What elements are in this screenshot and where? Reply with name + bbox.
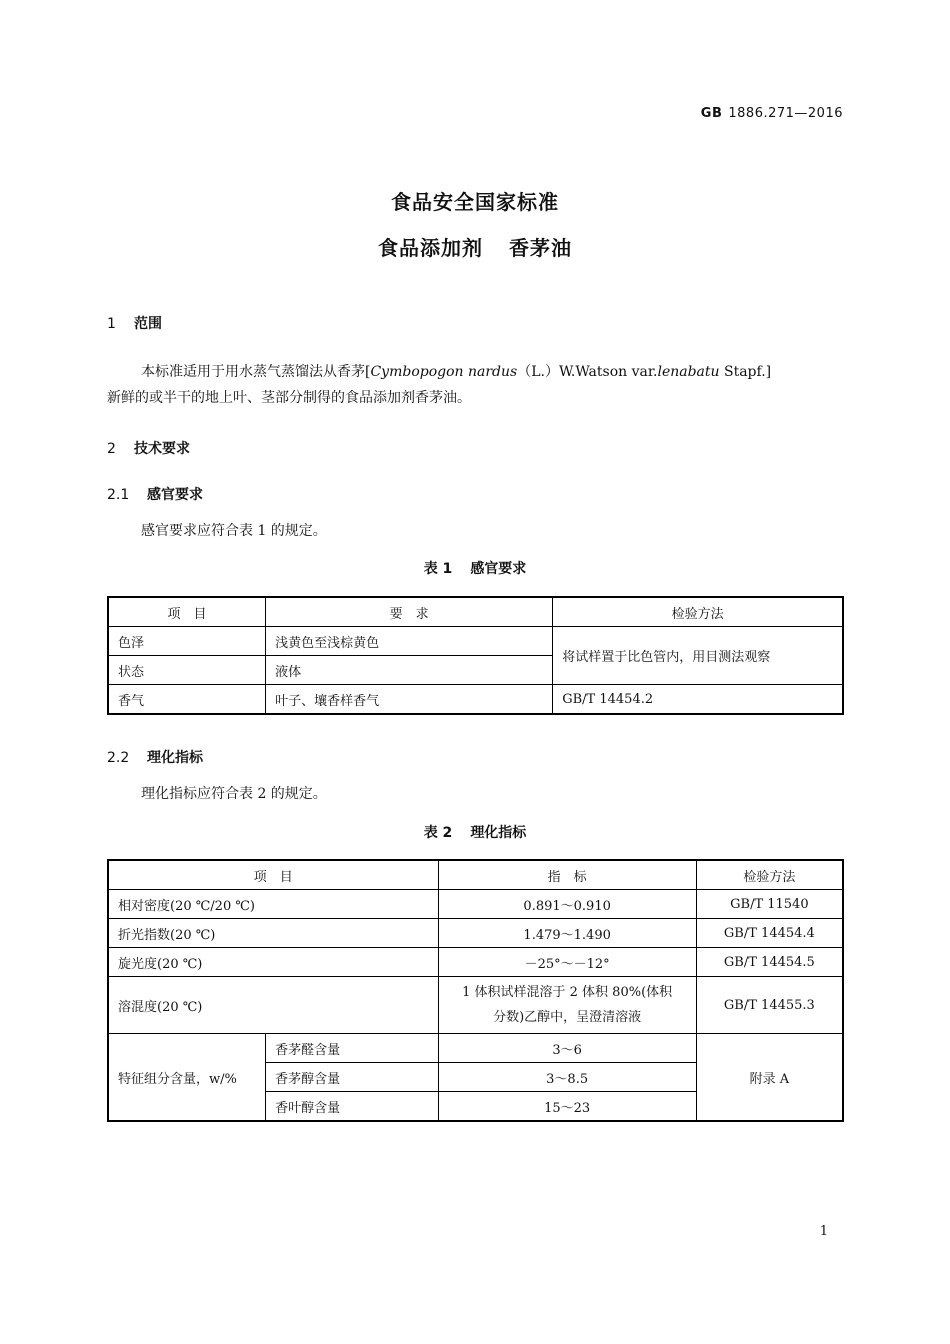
table-cell: GB/T 14455.3 xyxy=(696,977,843,1034)
table-cell: 0.891～0.910 xyxy=(438,890,696,919)
page-number: 1 xyxy=(819,1224,828,1239)
table-2 xyxy=(107,859,844,1122)
table-header-cell: 指 标 xyxy=(438,860,696,890)
table-cell: 1 体积试样混溶于 2 体积 80%(体积 分数)乙醇中，呈澄清溶液 xyxy=(438,977,696,1034)
table-cell: GB/T 14454.4 xyxy=(696,919,843,948)
table-cell: GB/T 14454.2 xyxy=(553,685,843,715)
table-1 xyxy=(107,596,844,715)
table-cell: GB/T 14454.5 xyxy=(696,948,843,977)
table-cell: 相对密度(20 ℃/20 ℃) xyxy=(108,890,438,919)
standard-code: GB 1886.271—2016 xyxy=(700,106,843,121)
table-row xyxy=(108,890,843,919)
table-cell: 叶子、壤香样香气 xyxy=(266,685,553,715)
section-2-2-heading: 2.2 理化指标 xyxy=(107,750,203,766)
table-row xyxy=(108,685,843,715)
section-2-1-heading: 2.1 感官要求 xyxy=(107,487,203,503)
table-header-cell: 要 求 xyxy=(266,597,553,627)
table-cell: 折光指数(20 ℃) xyxy=(108,919,438,948)
document-subtitle: 食品添加剂 香茅油 xyxy=(378,236,572,260)
section-2-heading: 2 技术要求 xyxy=(107,441,190,457)
table-row xyxy=(108,977,843,1034)
table-cell: 浅黄色至浅棕黄色 xyxy=(266,627,553,656)
table-cell: 溶混度(20 ℃) xyxy=(108,977,438,1034)
table-cell: 香茅醇含量 xyxy=(266,1063,438,1092)
table-cell: 状态 xyxy=(108,656,266,685)
section-1-heading: 1 范围 xyxy=(107,316,162,332)
table-header-cell: 检验方法 xyxy=(696,860,843,890)
table-cell: 香茅醛含量 xyxy=(266,1034,438,1063)
table-2-caption: 表 2 理化指标 xyxy=(423,825,527,841)
table-cell-merged: 附录 A xyxy=(696,1034,843,1122)
table-cell: GB/T 11540 xyxy=(696,890,843,919)
table-row xyxy=(108,1034,843,1063)
table-header-row xyxy=(108,860,843,890)
table-header-cell: 项 目 xyxy=(108,597,266,627)
table-header-row xyxy=(108,597,843,627)
document-title: 食品安全国家标准 xyxy=(391,190,559,214)
table-cell-merged: 将试样置于比色管内，用目测法观察 xyxy=(553,627,843,685)
table-header-cell: 项 目 xyxy=(108,860,438,890)
table-cell-merged: 特征组分含量，w/% xyxy=(108,1034,266,1122)
table-row xyxy=(108,948,843,977)
section-1-paragraph: 本标准适用于用水蒸气蒸馏法从香茅[Cymbopogon nardus（L.）W.Watson var.lenabatu Stapf.] 新鲜的或半干的地上叶、茎部分制得的食品添加剂香茅油。 xyxy=(107,364,772,406)
section-2-2-text: 理化指标应符合表 2 的规定。 xyxy=(141,786,327,802)
section-2-1-text: 感官要求应符合表 1 的规定。 xyxy=(141,523,327,539)
table-row xyxy=(108,919,843,948)
table-header-cell: 检验方法 xyxy=(553,597,843,627)
table-cell: 旋光度(20 ℃) xyxy=(108,948,438,977)
table-cell: 1.479～1.490 xyxy=(438,919,696,948)
table-cell: 3～8.5 xyxy=(438,1063,696,1092)
table-cell: 3～6 xyxy=(438,1034,696,1063)
table-cell: 香叶醇含量 xyxy=(266,1092,438,1122)
table-cell: 15～23 xyxy=(438,1092,696,1122)
table-cell: 香气 xyxy=(108,685,266,715)
table-cell: －25°～－12° xyxy=(438,948,696,977)
table-cell: 液体 xyxy=(266,656,553,685)
table-row xyxy=(108,627,843,656)
table-1-caption: 表 1 感官要求 xyxy=(423,561,527,577)
table-cell: 色泽 xyxy=(108,627,266,656)
